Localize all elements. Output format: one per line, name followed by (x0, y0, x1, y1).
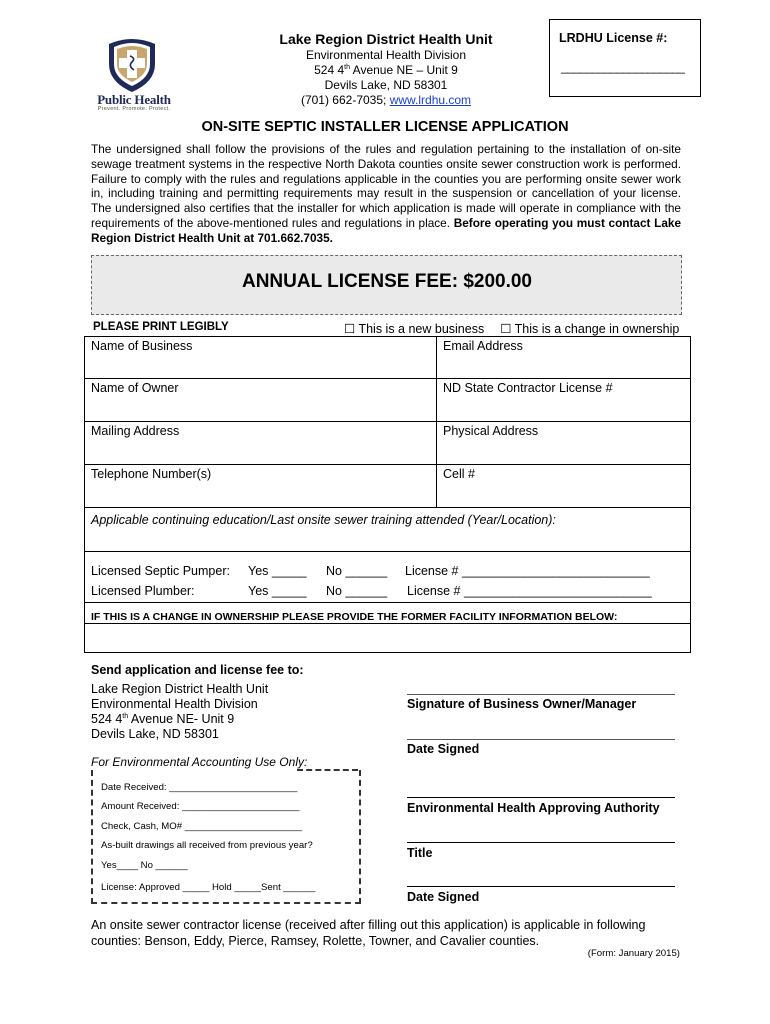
date-signed-label-1: Date Signed (407, 742, 480, 756)
contractor-license-field[interactable]: ND State Contractor License # (443, 381, 613, 395)
date-signed-label-2: Date Signed (407, 890, 480, 904)
annual-fee: ANNUAL LICENSE FEE: $200.00 (241, 271, 532, 292)
ownership-note: IF THIS IS A CHANGE IN OWNERSHIP PLEASE PROVIDE THE FORMER FACILITY INFORMATION BELOW: (91, 611, 618, 623)
phone: (701) 662-7035; (300, 93, 390, 107)
former-facility-field[interactable] (85, 624, 690, 652)
mailing-address-field[interactable]: Mailing Address (85, 422, 437, 464)
payment-method-field[interactable]: Check, Cash, MO# ______________________ (101, 821, 303, 832)
title-line[interactable] (407, 842, 675, 843)
authority-signature-line[interactable] (407, 797, 675, 798)
physical-address-field[interactable]: Physical Address (443, 424, 539, 438)
pumper-yes-field[interactable]: Yes _____ (248, 564, 307, 578)
application-title: ON-SITE SEPTIC INSTALLER LICENSE APPLICATION (201, 119, 569, 135)
county-applicability-note: An onsite sewer contractor license (received after filling out this application) is applicable in following counties: Benson, Eddy, Pierce, Ramsey, Rolette, Towner, and Cavalier counties. (91, 918, 646, 948)
print-legibly-label: PLEASE PRINT LEGIBLY (93, 321, 229, 333)
cell-field[interactable]: Cell # (443, 467, 475, 481)
division: Environmental Health Division (305, 48, 467, 62)
telephone-field[interactable]: Telephone Number(s) (85, 465, 437, 507)
website-link[interactable]: www.lrdhu.com (389, 93, 472, 107)
application-form (84, 336, 691, 653)
intro-paragraph: The undersigned shall follow the provisions of the rules and regulation pertaining to the installation of on-site sewage treatment systems in the respective North Dakota counties onsite sewer construction work is performed. Failure to comply with the rules and regulations applicable in the counties you are performing onsite sewer work in, including training and permitting requirements may result in the suspension or cancellation of your license. The undersigned also certifies that the installer for which application is made will operate in compliance with the requirements of the above-mentioned rules and regulations in place. Before operating you must contact Lake Region District Health Unit at 701.662.7035. (91, 142, 682, 245)
send-division: Environmental Health Division (91, 697, 258, 711)
logo-wordmark: Public Health (97, 92, 171, 107)
pumper-no-field[interactable]: No ______ (326, 564, 388, 578)
send-org: Lake Region District Health Unit (91, 682, 269, 696)
street-address: 524 4th Avenue NE – Unit 9 (314, 63, 458, 77)
amount-received-field[interactable]: Amount Received: ______________________ (101, 801, 300, 812)
education-field[interactable] (85, 508, 690, 552)
contact-line (255, 93, 517, 107)
license-number-label: LRDHU License #: (559, 31, 668, 45)
date-signed-line-1[interactable] (407, 739, 675, 740)
pumper-license-field[interactable]: License # ___________________________ (405, 564, 650, 578)
business-type-checkboxes (344, 321, 679, 336)
license-status-field[interactable]: License: Approved _____ Hold _____Sent ______ (101, 882, 316, 893)
new-business-checkbox[interactable]: ☐ This is a new business (344, 322, 485, 336)
owner-signature-label: Signature of Business Owner/Manager (407, 697, 637, 711)
owner-signature-line[interactable] (407, 694, 675, 695)
form-revision-date: (Form: January 2015) (587, 948, 680, 959)
contact-notice: Before operating you must contact Lake Region District Health Unit at 701.662.7035. (91, 215, 682, 245)
plumber-license-field[interactable]: License # ___________________________ (407, 584, 652, 598)
date-signed-line-2[interactable] (407, 886, 675, 887)
authority-label: Environmental Health Approving Authority (407, 801, 660, 815)
org-name: Lake Region District Health Unit (279, 31, 493, 47)
send-heading: Send application and license fee to: (91, 663, 304, 677)
plumber-yes-field[interactable]: Yes _____ (248, 584, 307, 598)
plumber-no-field[interactable]: No ______ (326, 584, 388, 598)
logo-tagline: Prevent. Promote. Protect. (97, 106, 171, 112)
email-field[interactable]: Email Address (443, 339, 523, 353)
ownership-note-row (85, 603, 690, 624)
change-ownership-checkbox[interactable]: ☐ This is a change in ownership (500, 322, 680, 336)
accounting-title: For Environmental Accounting Use Only: (91, 755, 308, 769)
asbuilt-question: As-built drawings all received from previous year? (101, 840, 313, 851)
education-label: Applicable continuing education/Last onsite sewer training attended (Year/Location): (91, 513, 556, 527)
business-name-field[interactable]: Name of Business (85, 337, 437, 378)
asbuilt-yes-no-field[interactable]: Yes____ No ______ (101, 860, 188, 871)
send-street: 524 4th Avenue NE- Unit 9 (91, 712, 235, 726)
owner-name-field[interactable]: Name of Owner (85, 379, 437, 421)
date-received-field[interactable]: Date Received: ________________________ (101, 782, 298, 793)
city-state: Devils Lake, ND 58301 (324, 78, 448, 92)
send-city: Devils Lake, ND 58301 (91, 727, 219, 741)
title-label: Title (407, 846, 433, 860)
license-number-field[interactable]: ____________________ (561, 60, 685, 74)
licenses-section: Licensed Septic Pumper: Yes _____ No ______ License # ___________________________ Licensed Plumber: Yes _____ No ______ License # ___________________________ (85, 552, 690, 603)
